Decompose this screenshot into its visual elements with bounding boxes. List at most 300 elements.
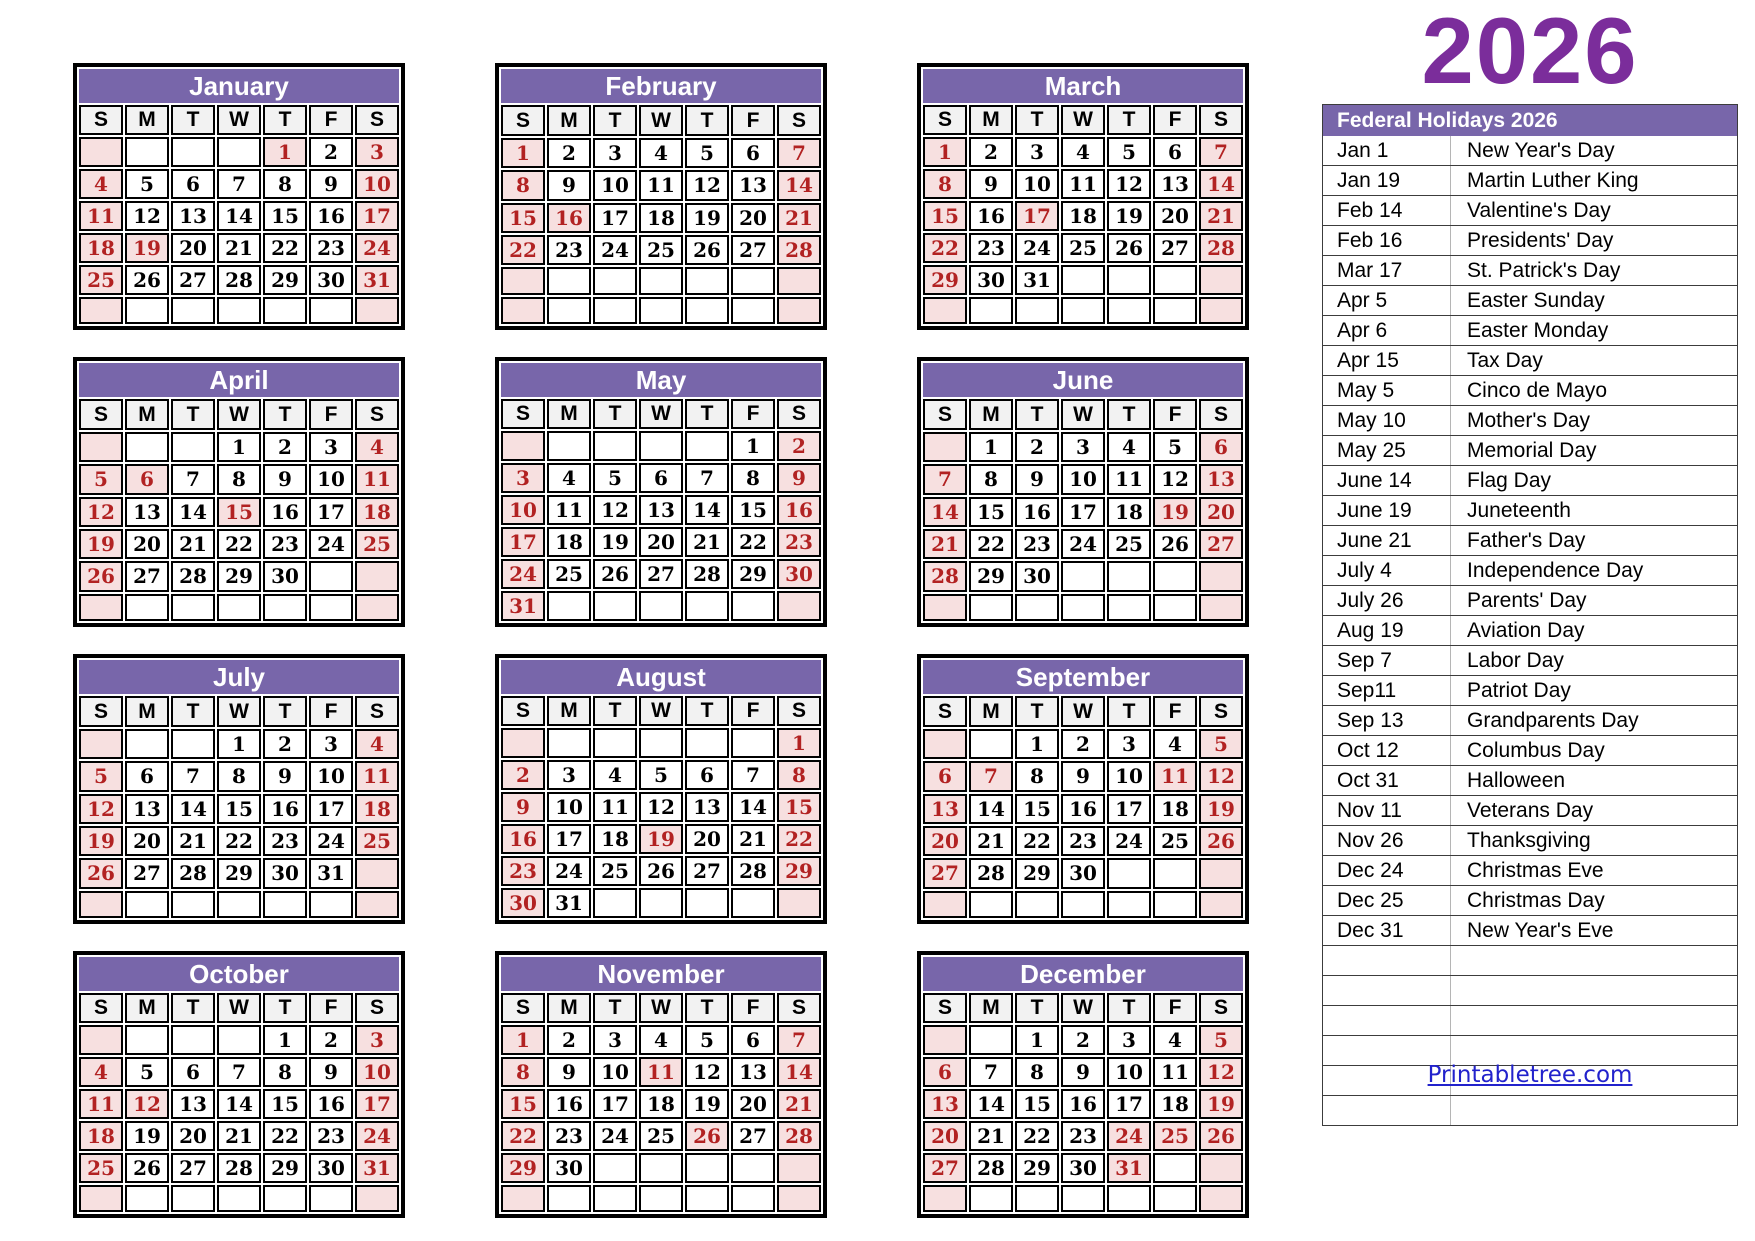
date-cell: 7 xyxy=(777,138,821,168)
date-cell: 25 xyxy=(547,559,591,589)
empty-date-cell xyxy=(1199,1185,1243,1212)
date-cell: 19 xyxy=(79,826,123,856)
date-cell: 30 xyxy=(501,888,545,918)
holiday-name: Christmas Day xyxy=(1451,886,1738,916)
footer-link-wrap xyxy=(1322,1062,1738,1088)
week-row xyxy=(501,267,821,294)
empty-date-cell xyxy=(217,891,261,918)
date-cell: 4 xyxy=(639,138,683,168)
day-header: T xyxy=(593,399,637,429)
date-cell: 15 xyxy=(501,203,545,233)
date-cell: 30 xyxy=(1061,858,1105,888)
date-cell: 4 xyxy=(593,760,637,790)
date-cell: 27 xyxy=(685,856,729,886)
date-cell: 30 xyxy=(309,1153,353,1183)
date-cell: 13 xyxy=(125,794,169,824)
week-row xyxy=(501,527,821,557)
empty-date-cell xyxy=(1107,297,1151,324)
empty-date-cell xyxy=(501,431,545,461)
day-header: W xyxy=(639,993,683,1023)
week-row xyxy=(923,561,1243,591)
date-cell: 8 xyxy=(923,169,967,199)
week-row xyxy=(923,826,1243,856)
week-row xyxy=(79,891,399,918)
week-row xyxy=(923,594,1243,621)
date-cell: 23 xyxy=(777,527,821,557)
date-cell: 24 xyxy=(547,856,591,886)
week-row xyxy=(501,591,821,621)
empty-date-cell xyxy=(777,1185,821,1212)
date-cell: 12 xyxy=(79,794,123,824)
month-title: April xyxy=(79,363,399,397)
date-cell: 12 xyxy=(685,1057,729,1087)
empty-date-cell xyxy=(1107,561,1151,591)
empty-date-cell xyxy=(217,1185,261,1212)
date-cell: 4 xyxy=(547,463,591,493)
date-cell: 20 xyxy=(125,826,169,856)
day-header: F xyxy=(309,105,353,135)
date-cell: 31 xyxy=(501,591,545,621)
date-cell: 29 xyxy=(1015,858,1059,888)
holiday-date: Oct 12 xyxy=(1323,736,1451,766)
date-cell: 12 xyxy=(1199,761,1243,791)
empty-date-cell xyxy=(777,591,821,621)
empty-date-cell xyxy=(125,594,169,621)
date-cell: 10 xyxy=(1015,169,1059,199)
empty-date-cell xyxy=(79,137,123,167)
date-cell: 6 xyxy=(125,761,169,791)
date-cell: 7 xyxy=(685,463,729,493)
date-cell: 10 xyxy=(501,495,545,525)
month-title: June xyxy=(923,363,1243,397)
date-cell: 5 xyxy=(79,464,123,494)
date-cell: 1 xyxy=(969,432,1013,462)
date-cell: 2 xyxy=(309,1025,353,1055)
empty-date-cell xyxy=(309,561,353,591)
date-cell: 23 xyxy=(263,529,307,559)
date-cell: 16 xyxy=(547,1089,591,1119)
date-cell: 25 xyxy=(79,1153,123,1183)
holiday-name: Mother's Day xyxy=(1451,406,1738,436)
date-cell: 14 xyxy=(685,495,729,525)
day-header: W xyxy=(217,993,261,1023)
day-header: T xyxy=(593,696,637,726)
date-cell: 9 xyxy=(501,792,545,822)
holiday-row xyxy=(1323,676,1738,706)
holiday-row xyxy=(1323,826,1738,856)
week-row xyxy=(923,432,1243,462)
date-cell: 18 xyxy=(355,794,399,824)
holiday-row xyxy=(1323,496,1738,526)
holiday-date: May 10 xyxy=(1323,406,1451,436)
date-cell: 23 xyxy=(969,233,1013,263)
date-cell: 2 xyxy=(1015,432,1059,462)
date-cell: 9 xyxy=(309,169,353,199)
date-cell: 18 xyxy=(593,824,637,854)
date-cell: 7 xyxy=(171,761,215,791)
date-cell: 29 xyxy=(969,561,1013,591)
day-header: T xyxy=(171,105,215,135)
day-header: S xyxy=(501,105,545,135)
date-cell: 8 xyxy=(1015,761,1059,791)
empty-date-cell xyxy=(1107,594,1151,621)
date-cell: 16 xyxy=(1015,497,1059,527)
date-cell: 18 xyxy=(1107,497,1151,527)
date-cell: 5 xyxy=(1199,729,1243,759)
day-header: S xyxy=(777,399,821,429)
date-cell: 1 xyxy=(731,431,775,461)
date-cell: 8 xyxy=(1015,1057,1059,1087)
empty-date-cell xyxy=(355,561,399,591)
date-cell: 30 xyxy=(309,265,353,295)
holiday-date: Apr 6 xyxy=(1323,316,1451,346)
empty-date-cell xyxy=(1199,561,1243,591)
week-row xyxy=(79,529,399,559)
day-header: T xyxy=(263,696,307,726)
holiday-date: Apr 5 xyxy=(1323,286,1451,316)
empty-date-cell xyxy=(79,1025,123,1055)
date-cell: 15 xyxy=(969,497,1013,527)
date-cell: 6 xyxy=(731,1025,775,1055)
date-cell: 27 xyxy=(171,1153,215,1183)
holiday-row xyxy=(1323,916,1738,946)
date-cell: 6 xyxy=(685,760,729,790)
empty-date-cell xyxy=(171,1185,215,1212)
date-cell: 6 xyxy=(1199,432,1243,462)
day-header: M xyxy=(969,696,1013,726)
holiday-row xyxy=(1323,646,1738,676)
date-cell: 27 xyxy=(1199,529,1243,559)
empty-date-cell xyxy=(593,888,637,918)
date-cell: 6 xyxy=(171,169,215,199)
holiday-row xyxy=(1323,796,1738,826)
date-cell: 17 xyxy=(1015,201,1059,231)
week-row xyxy=(501,559,821,589)
day-header: T xyxy=(171,696,215,726)
date-cell: 26 xyxy=(593,559,637,589)
date-cell: 31 xyxy=(1015,265,1059,295)
holiday-row xyxy=(1323,286,1738,316)
date-cell: 8 xyxy=(969,464,1013,494)
date-cell: 24 xyxy=(309,826,353,856)
empty-date-cell xyxy=(547,267,591,294)
date-cell: 27 xyxy=(923,858,967,888)
empty-date-cell xyxy=(923,1185,967,1212)
week-row xyxy=(923,265,1243,295)
printabletree-link[interactable]: Printabletree.com xyxy=(1427,1062,1633,1088)
date-cell: 8 xyxy=(731,463,775,493)
week-row xyxy=(79,233,399,263)
empty-date-cell xyxy=(593,728,637,758)
day-header: W xyxy=(639,696,683,726)
week-row xyxy=(923,233,1243,263)
empty-date-cell xyxy=(217,297,261,324)
day-header: F xyxy=(1153,696,1197,726)
date-cell: 1 xyxy=(263,137,307,167)
empty-date-cell xyxy=(923,891,967,918)
date-cell: 7 xyxy=(1199,137,1243,167)
month-title: November xyxy=(501,957,821,991)
empty-date-cell xyxy=(79,432,123,462)
date-cell: 22 xyxy=(923,233,967,263)
date-cell: 20 xyxy=(639,527,683,557)
week-row xyxy=(501,1025,821,1055)
week-row xyxy=(501,888,821,918)
date-cell: 14 xyxy=(731,792,775,822)
date-cell: 21 xyxy=(685,527,729,557)
date-cell: 2 xyxy=(777,431,821,461)
date-cell: 9 xyxy=(263,464,307,494)
holiday-name: Tax Day xyxy=(1451,346,1738,376)
day-header: S xyxy=(355,399,399,429)
date-cell: 10 xyxy=(309,464,353,494)
empty-date-cell xyxy=(79,729,123,759)
holiday-row xyxy=(1323,706,1738,736)
date-cell: 7 xyxy=(923,464,967,494)
date-cell: 20 xyxy=(1199,497,1243,527)
week-row xyxy=(501,824,821,854)
empty-date-cell xyxy=(217,1025,261,1055)
date-cell: 11 xyxy=(355,761,399,791)
holiday-date: Mar 17 xyxy=(1323,256,1451,286)
date-cell: 13 xyxy=(1199,464,1243,494)
date-cell: 24 xyxy=(593,1121,637,1151)
day-header: S xyxy=(79,105,123,135)
week-row xyxy=(923,529,1243,559)
empty-date-cell xyxy=(593,1185,637,1212)
day-header: S xyxy=(355,105,399,135)
day-header: M xyxy=(547,696,591,726)
holiday-name: Presidents' Day xyxy=(1451,226,1738,256)
day-header: T xyxy=(685,399,729,429)
date-cell: 13 xyxy=(923,1089,967,1119)
date-cell: 11 xyxy=(1061,169,1105,199)
week-row xyxy=(79,201,399,231)
date-cell: 13 xyxy=(639,495,683,525)
day-header: F xyxy=(731,105,775,135)
empty-date-cell xyxy=(639,267,683,294)
holiday-empty-date xyxy=(1323,946,1451,976)
date-cell: 13 xyxy=(1153,169,1197,199)
week-row xyxy=(501,792,821,822)
date-cell: 13 xyxy=(171,201,215,231)
date-cell: 24 xyxy=(355,233,399,263)
date-cell: 14 xyxy=(969,1089,1013,1119)
week-row xyxy=(923,1153,1243,1183)
empty-date-cell xyxy=(547,431,591,461)
month-table-january xyxy=(73,63,405,330)
holiday-empty-name xyxy=(1451,1096,1738,1126)
holiday-row xyxy=(1323,256,1738,286)
week-row xyxy=(923,297,1243,324)
holiday-name: Memorial Day xyxy=(1451,436,1738,466)
date-cell: 19 xyxy=(1199,1089,1243,1119)
week-row xyxy=(923,729,1243,759)
empty-date-cell xyxy=(79,594,123,621)
date-cell: 14 xyxy=(171,497,215,527)
empty-date-cell xyxy=(355,297,399,324)
holiday-date: June 19 xyxy=(1323,496,1451,526)
date-cell: 26 xyxy=(79,858,123,888)
empty-date-cell xyxy=(639,1153,683,1183)
day-header: S xyxy=(923,399,967,429)
date-cell: 25 xyxy=(355,529,399,559)
date-cell: 28 xyxy=(217,1153,261,1183)
date-cell: 3 xyxy=(355,1025,399,1055)
date-cell: 9 xyxy=(547,170,591,200)
date-cell: 4 xyxy=(1153,1025,1197,1055)
holiday-header: Federal Holidays 2026 xyxy=(1323,105,1738,137)
date-cell: 7 xyxy=(969,1057,1013,1087)
week-row xyxy=(923,761,1243,791)
empty-date-cell xyxy=(1015,594,1059,621)
week-row xyxy=(79,1089,399,1119)
date-cell: 17 xyxy=(547,824,591,854)
holiday-name: Patriot Day xyxy=(1451,676,1738,706)
holiday-name: Columbus Day xyxy=(1451,736,1738,766)
date-cell: 28 xyxy=(171,858,215,888)
date-cell: 30 xyxy=(263,858,307,888)
week-row xyxy=(501,203,821,233)
month-title: September xyxy=(923,660,1243,694)
week-row xyxy=(923,464,1243,494)
date-cell: 23 xyxy=(501,856,545,886)
date-cell: 25 xyxy=(593,856,637,886)
empty-date-cell xyxy=(1199,1153,1243,1183)
holiday-row xyxy=(1323,556,1738,586)
day-header: T xyxy=(593,993,637,1023)
holiday-empty-name xyxy=(1451,976,1738,1006)
date-cell: 30 xyxy=(263,561,307,591)
holiday-date: Dec 25 xyxy=(1323,886,1451,916)
empty-date-cell xyxy=(639,297,683,324)
empty-date-cell xyxy=(309,1185,353,1212)
holiday-name: New Year's Day xyxy=(1451,136,1738,166)
day-header: M xyxy=(969,105,1013,135)
date-cell: 9 xyxy=(1061,761,1105,791)
empty-date-cell xyxy=(969,594,1013,621)
day-header: S xyxy=(777,105,821,135)
date-cell: 25 xyxy=(639,1121,683,1151)
date-cell: 28 xyxy=(731,856,775,886)
date-cell: 1 xyxy=(217,432,261,462)
empty-date-cell xyxy=(593,591,637,621)
holiday-name: Veterans Day xyxy=(1451,796,1738,826)
holiday-empty-row xyxy=(1323,976,1738,1006)
empty-date-cell xyxy=(1061,561,1105,591)
date-cell: 2 xyxy=(1061,1025,1105,1055)
empty-date-cell xyxy=(309,594,353,621)
date-cell: 24 xyxy=(593,235,637,265)
date-cell: 11 xyxy=(1153,1057,1197,1087)
year-title: 2026 xyxy=(1421,0,1639,103)
date-cell: 15 xyxy=(217,794,261,824)
date-cell: 5 xyxy=(1199,1025,1243,1055)
date-cell: 23 xyxy=(1061,1121,1105,1151)
date-cell: 26 xyxy=(125,265,169,295)
day-header: S xyxy=(923,105,967,135)
holiday-row xyxy=(1323,376,1738,406)
day-header: T xyxy=(1107,696,1151,726)
date-cell: 10 xyxy=(355,169,399,199)
date-cell: 21 xyxy=(777,1089,821,1119)
day-header: S xyxy=(777,993,821,1023)
date-cell: 2 xyxy=(501,760,545,790)
date-cell: 4 xyxy=(79,1057,123,1087)
month-table-july xyxy=(73,654,405,924)
empty-date-cell xyxy=(685,1153,729,1183)
date-cell: 21 xyxy=(731,824,775,854)
day-header: T xyxy=(1107,105,1151,135)
empty-date-cell xyxy=(1153,265,1197,295)
day-header: S xyxy=(1199,993,1243,1023)
date-cell: 25 xyxy=(79,265,123,295)
date-cell: 19 xyxy=(1153,497,1197,527)
date-cell: 15 xyxy=(777,792,821,822)
day-header: M xyxy=(547,105,591,135)
date-cell: 24 xyxy=(501,559,545,589)
empty-date-cell xyxy=(639,728,683,758)
empty-date-cell xyxy=(731,297,775,324)
month-table-december xyxy=(917,951,1249,1218)
date-cell: 15 xyxy=(217,497,261,527)
holiday-row xyxy=(1323,526,1738,556)
day-header: W xyxy=(217,399,261,429)
date-cell: 26 xyxy=(639,856,683,886)
day-header: F xyxy=(1153,399,1197,429)
date-cell: 20 xyxy=(731,1089,775,1119)
date-cell: 16 xyxy=(263,497,307,527)
empty-date-cell xyxy=(1107,265,1151,295)
holiday-name: Cinco de Mayo xyxy=(1451,376,1738,406)
empty-date-cell xyxy=(1153,297,1197,324)
day-header: S xyxy=(501,696,545,726)
empty-date-cell xyxy=(731,888,775,918)
date-cell: 30 xyxy=(777,559,821,589)
date-cell: 28 xyxy=(777,1121,821,1151)
empty-date-cell xyxy=(263,1185,307,1212)
holiday-date: Jan 1 xyxy=(1323,136,1451,166)
holiday-date: Apr 15 xyxy=(1323,346,1451,376)
date-cell: 13 xyxy=(125,497,169,527)
date-cell: 17 xyxy=(1107,794,1151,824)
date-cell: 13 xyxy=(685,792,729,822)
date-cell: 11 xyxy=(355,464,399,494)
day-header: W xyxy=(217,696,261,726)
week-row xyxy=(79,1153,399,1183)
date-cell: 2 xyxy=(969,137,1013,167)
empty-date-cell xyxy=(501,1185,545,1212)
date-cell: 6 xyxy=(639,463,683,493)
date-cell: 17 xyxy=(355,201,399,231)
day-header: T xyxy=(263,399,307,429)
week-row xyxy=(79,464,399,494)
holiday-name: Labor Day xyxy=(1451,646,1738,676)
date-cell: 9 xyxy=(1015,464,1059,494)
date-cell: 8 xyxy=(217,464,261,494)
date-cell: 6 xyxy=(923,1057,967,1087)
holiday-name: Grandparents Day xyxy=(1451,706,1738,736)
month-table-june xyxy=(917,357,1249,627)
holiday-empty-date xyxy=(1323,1006,1451,1036)
holiday-row xyxy=(1323,316,1738,346)
holiday-name: Martin Luther King xyxy=(1451,166,1738,196)
date-cell: 12 xyxy=(593,495,637,525)
empty-date-cell xyxy=(1061,1185,1105,1212)
date-cell: 26 xyxy=(685,235,729,265)
empty-date-cell xyxy=(547,297,591,324)
date-cell: 12 xyxy=(1107,169,1151,199)
